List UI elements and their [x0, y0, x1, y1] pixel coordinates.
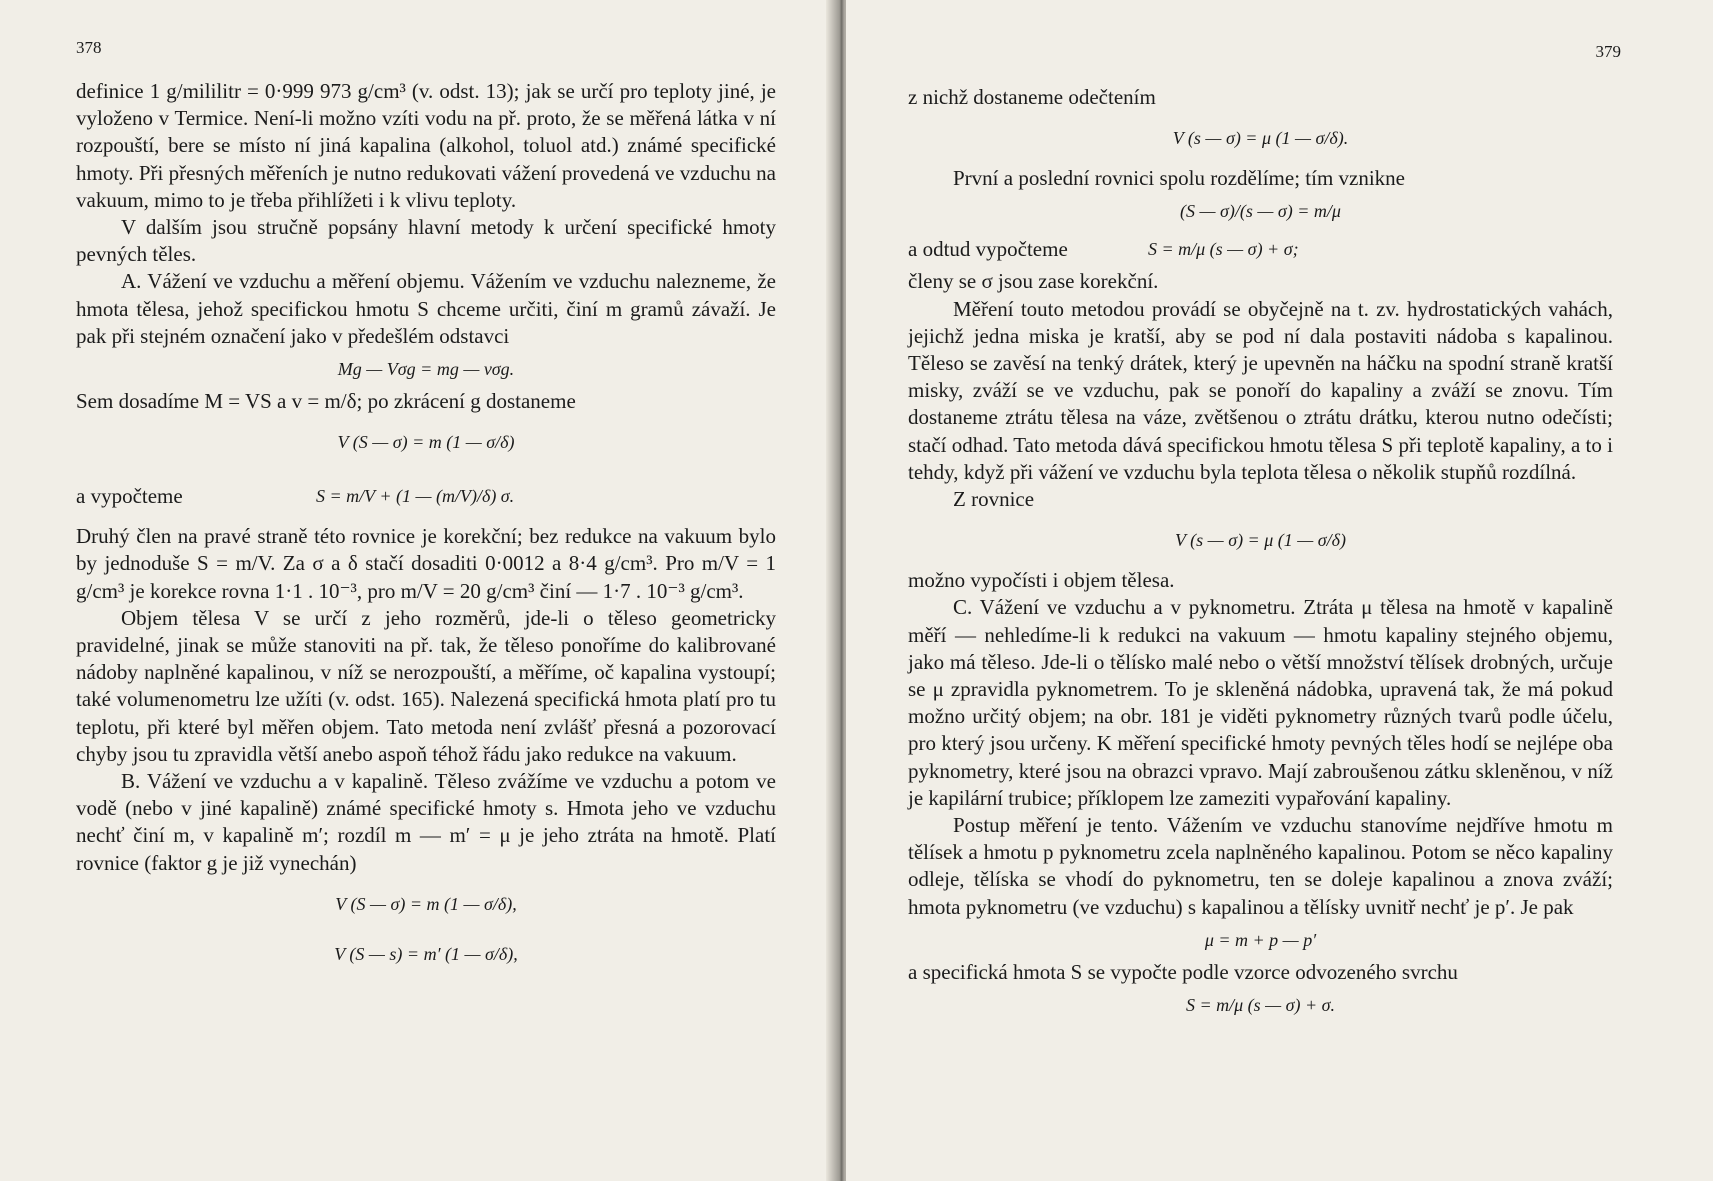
- equation: V (S — σ) = m (1 — σ/δ),: [335, 893, 517, 914]
- paragraph: Z rovnice: [953, 487, 1035, 512]
- paragraph: členy se σ jsou zase korekční.: [908, 269, 1159, 294]
- paragraph: Objem tělesa V se určí z jeho rozměrů, jde-li o těleso geometricky pravidelné, jinak se může stanoviti na př. tak, že těleso ponoříme do kalibrované nádoby naplněné kapalinou, v níž se nerozpouští, a měříme, oč kapalina vystoupí; také volumenometru lze užíti (v. odst. 165). Nalezená specifická hmota platí pro tu teplotu, při které byl měřen objem. Tato metoda není zvlášť přesná a pozorovací chyby jsou tu zpravidla větší anebo aspoň téhož řádu jako redukce na vakuum.: [76, 605, 776, 766]
- equation: μ = m + p — p′: [1204, 929, 1317, 950]
- paragraph: V dalším jsou stručně popsány hlavní metody k určení specifické hmoty pevných těles.: [76, 215, 776, 267]
- page-number-left: 378: [76, 38, 102, 57]
- equation-label: a vypočteme: [76, 483, 183, 508]
- paragraph: Postup měření je tento. Vážením ve vzduchu stanovíme nejdříve hmotu m tělísek a hmotu p pyknometru zcela naplněného kapalinou. Potom se něco kapaliny odleje, tělíska se vhodí do pyknometru, ten se doleje kapalinou a znova zváží; hmota pyknometru (ve vzduchu) s kapalinou a tělísky uvnitř nechť je p′. Je pak: [908, 813, 1613, 919]
- equation: V (s — σ) = μ (1 — σ/δ): [1175, 530, 1346, 551]
- paragraph: První a poslední rovnici spolu rozdělíme; tím vznikne: [953, 166, 1406, 191]
- paragraph: z nichž dostaneme odečtením: [908, 85, 1156, 109]
- paragraph: možno vypočísti i objem tělesa.: [908, 568, 1175, 593]
- equation-row: [908, 230, 1613, 268]
- equation-row: [76, 469, 776, 523]
- equation: S = m/μ (s — σ) + σ.: [1185, 995, 1336, 1016]
- paragraph: definice 1 g/mililitr = 0·999 973 g/cm³ (v. odst. 13); jak se určí pro teploty jiné, je vyloženo v Termice. Není-li možno vzíti vodu na př. proto, že se měřená látka v ní rozpouští, bere se místo ní jiná kapalina (alkohol, toluol atd.) známé specifické hmoty. Při přesných měřeních je nutno redukovati vážení provedená ve vzduchu na vakuum, mimo to je třeba přihlížeti i k vlivu teploty.: [76, 79, 776, 212]
- equation-label: a odtud vypočteme: [908, 236, 1068, 261]
- paragraph: A. Vážení ve vzduchu a měření objemu. Vážením ve vzduchu nalezneme, že hmota tělesa, jehož specifickou hmotu S chceme určiti, činí m gramů závaží. Je pak při stejném označení jako v předešlém odstavci: [76, 269, 776, 348]
- paragraph: B. Vážení ve vzduchu a v kapalině. Těleso zvážíme ve vzduchu a potom ve vodě (nebo v jiné kapalině) známé specifické hmoty s. Hmota jeho ve vzduchu nechť činí m, v kapalině m′; rozdíl m — m′ = μ je jeho ztráta na hmotě. Platí rovnice (faktor g je již vynechán): [76, 769, 776, 875]
- right-page: [846, 0, 1713, 1181]
- paragraph: Sem dosadíme M = VS a v = m/δ; po zkrácení g dostaneme: [76, 389, 576, 414]
- equation: V (S — s) = m′ (1 — σ/δ),: [334, 943, 518, 964]
- equation: (S — σ)/(s — σ) = m/μ: [1180, 201, 1341, 222]
- paragraph: Měření touto metodou provádí se obyčejně na t. zv. hydrostatických vahách, jejichž jedna miska je kratší, aby se pod ní dala postaviti nádoba s kapalinou. Těleso se zavěsí na tenký drátek, který je upevněn na háčku na spodní straně kratší misky, zváží se ve vzduchu, pak se ponoří do kapaliny a zváží se znovu. Tím dostaneme ztrátu tělesa na váze, zvětšenou o ztrátu drátku, kterou nutno odečísti; stačí odhad. Tato metoda dává specifickou hmotu tělesa S při teplotě kapaliny, a to i tehdy, když při vážení ve vzduchu byla teplota tělesa o několik stupňů rozdílná.: [908, 296, 1613, 484]
- equation: S = m/μ (s — σ) + σ;: [1148, 239, 1299, 260]
- paragraph: C. Vážení ve vzduchu a v pyknometru. Ztráta μ tělesa na hmotě v kapalině měří — nehledíme-li k redukci na vakuum — hmotu kapaliny stejného objemu, jako má těleso. Jde-li o tělísko malé nebo o větší množství tělísek drobných, určuje se μ zpravidla pyknometrem. To je skleněná nádobka, upravená tak, že má pokud možno určitý objem; na obr. 181 je viděti pyknometry různých tvarů podle účelu, pro který jsou určeny. K měření specifické hmoty pevných těles hodí se nejlépe oba pyknometry, které jsou na obrazci vpravo. Mají zabroušenou zátku skleněnou, v níž je kapilární trubice; příklopem lze zameziti vypařování kapaliny.: [908, 595, 1613, 810]
- equation: V (S — σ) = m (1 — σ/δ): [337, 432, 515, 453]
- left-page: [0, 0, 836, 1181]
- equation: Mg — Vσg = mg — vσg.: [337, 359, 515, 380]
- equation: V (s — σ) = μ (1 — σ/δ).: [1172, 128, 1349, 149]
- page-number-right: 379: [1595, 42, 1621, 61]
- paragraph: Druhý člen na pravé straně této rovnice je korekční; bez redukce na vakuum bylo by jednoduše S = m/V. Za σ a δ stačí dosaditi 0·0012 a 8·4 g/cm³. Pro m/V = 1 g/cm³ je korekce rovna 1·1 . 10⁻³, pro m/V = 20 g/cm³ činí — 1·7 . 10⁻³ g/cm³.: [76, 524, 776, 603]
- equation: S = m/V + (1 — (m/V)/δ) σ.: [316, 486, 515, 507]
- paragraph: a specifická hmota S se vypočte podle vzorce odvozeného svrchu: [908, 959, 1458, 984]
